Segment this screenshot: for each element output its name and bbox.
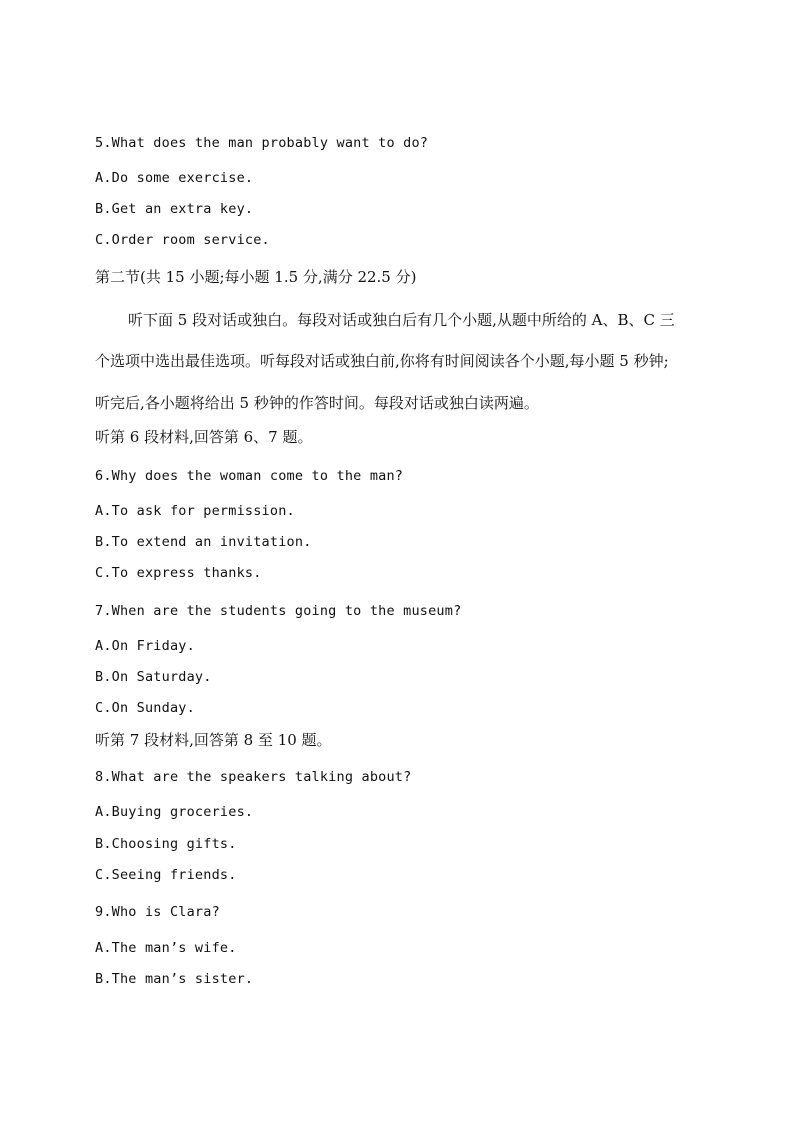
question-9: 9.Who is Clara?	[95, 904, 220, 920]
q9-option-b: B.The man’s sister.	[95, 971, 254, 987]
q5-option-b: B.Get an extra key.	[95, 201, 254, 217]
q7-option-a: A.On Friday.	[95, 638, 195, 654]
q9-option-a: A.The man’s wife.	[95, 940, 237, 956]
q7-option-b: B.On Saturday.	[95, 669, 212, 685]
q8-option-a: A.Buying groceries.	[95, 804, 254, 820]
q8-option-b: B.Choosing gifts.	[95, 836, 237, 852]
q5-option-c: C.Order room service.	[95, 232, 270, 248]
q6-option-a: A.To ask for permission.	[95, 503, 295, 519]
section-2-heading: 第二节(共 15 小题;每小题 1.5 分,满分 22.5 分)	[95, 268, 417, 286]
q6-option-c: C.To express thanks.	[95, 565, 262, 581]
instructions-line-2: 个选项中选出最佳选项。听每段对话或独白前,你将有时间阅读各个小题,每小题 5 秒钟;	[95, 352, 669, 370]
question-6: 6.Why does the woman come to the man?	[95, 468, 404, 484]
question-8: 8.What are the speakers talking about?	[95, 769, 412, 785]
material-7-intro: 听第 7 段材料,回答第 8 至 10 题。	[95, 731, 332, 749]
instructions-line-3: 听完后,各小题将给出 5 秒钟的作答时间。每段对话或独白读两遍。	[95, 394, 539, 412]
material-6-intro: 听第 6 段材料,回答第 6、7 题。	[95, 428, 313, 446]
q6-option-b: B.To extend an invitation.	[95, 534, 312, 550]
q5-option-a: A.Do some exercise.	[95, 170, 254, 186]
q7-option-c: C.On Sunday.	[95, 700, 195, 716]
q8-option-c: C.Seeing friends.	[95, 867, 237, 883]
instructions-line-1: 听下面 5 段对话或独白。每段对话或独白后有几个小题,从题中所给的 A、B、C 三	[128, 311, 675, 329]
question-5: 5.What does the man probably want to do?	[95, 135, 429, 151]
question-7: 7.When are the students going to the museum?	[95, 603, 462, 619]
